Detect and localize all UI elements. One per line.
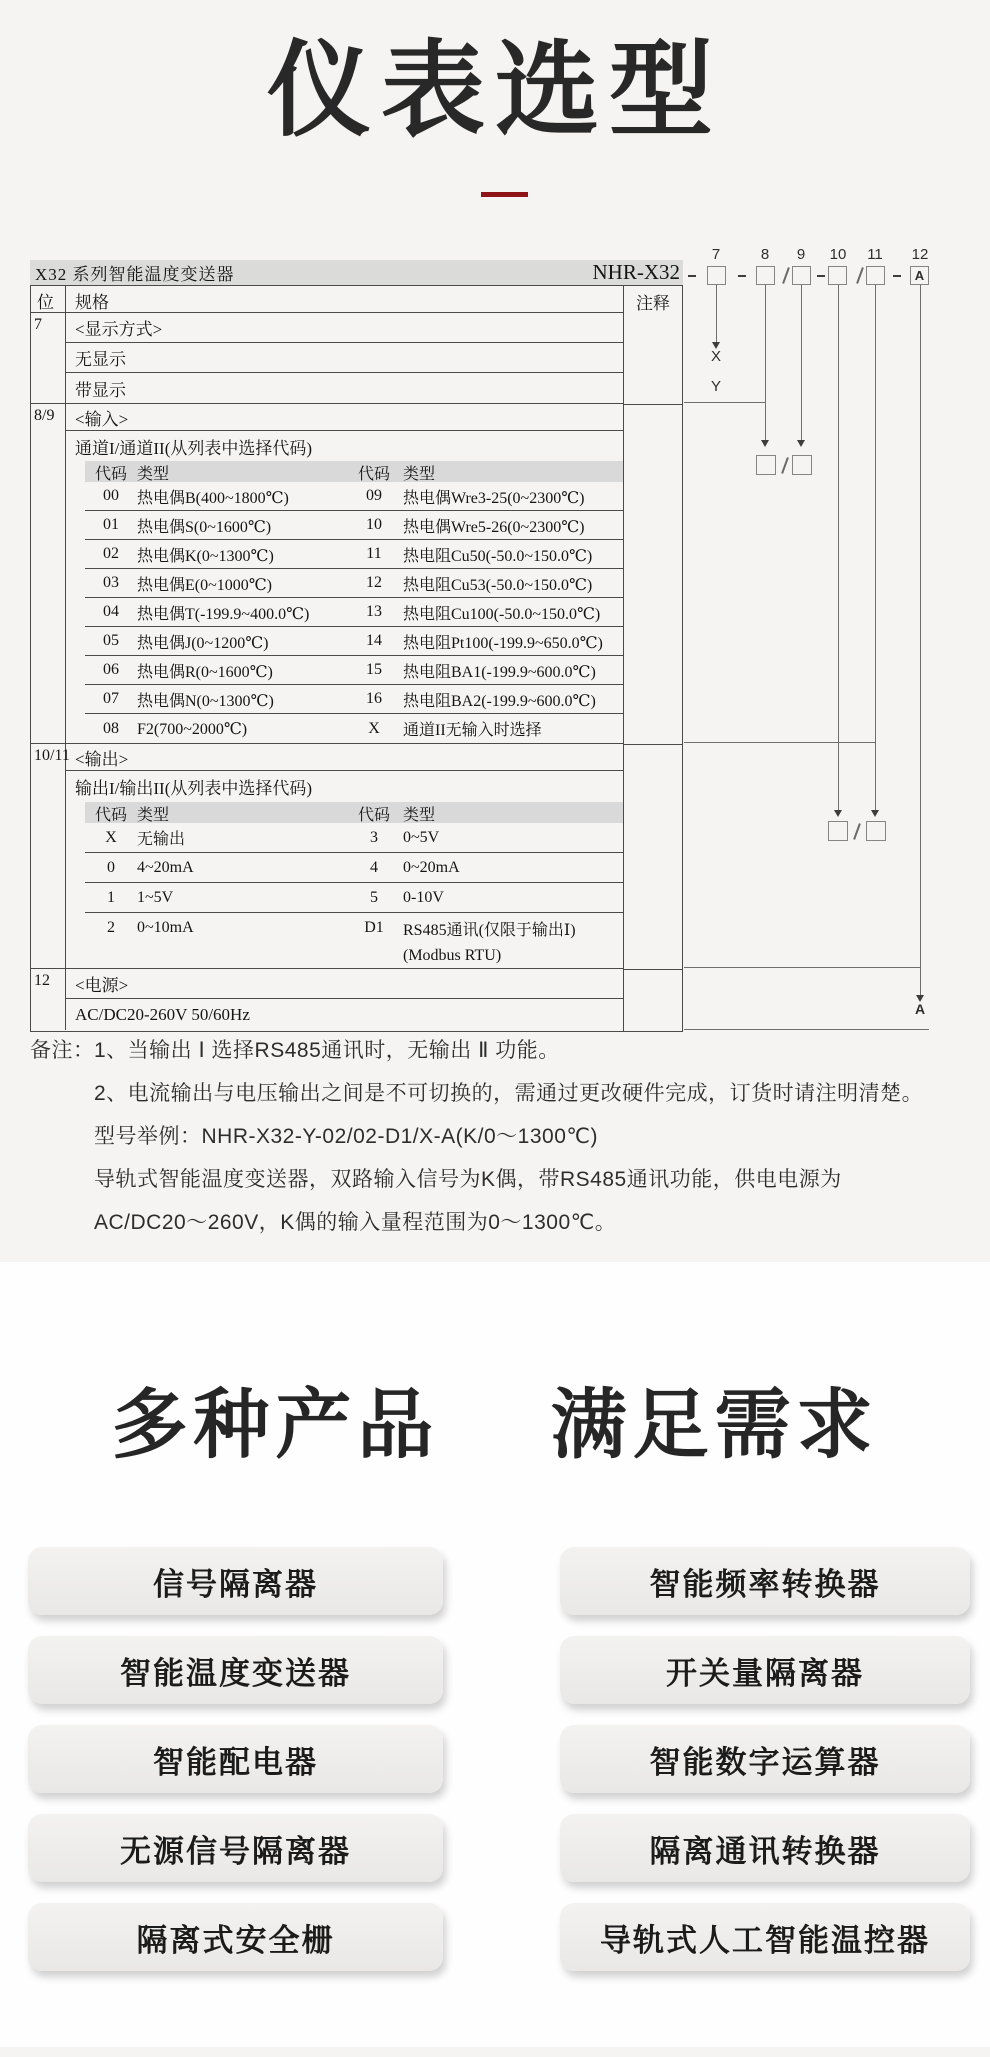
section-subtitle: 输出I/输出II(从列表中选择代码) bbox=[75, 779, 313, 798]
connector-input-section bbox=[684, 402, 766, 403]
output1-box bbox=[828, 821, 848, 841]
dash-separator bbox=[893, 275, 901, 277]
code-box-11 bbox=[866, 266, 885, 285]
remark-text: 1、当输出 Ⅰ 选择RS485通讯时，无输出 Ⅱ 功能。 bbox=[94, 1039, 560, 1062]
remarks-block bbox=[30, 1038, 970, 1253]
input-row: 06 热电偶R(0~1600℃) 15 热电阻BA1(-199.9~600.0℃) bbox=[85, 656, 623, 685]
output-row: 0 4~20mA 4 0~20mA bbox=[85, 853, 623, 883]
input-row: 07 热电偶N(0~1300℃) 16 热电阻BA2(-199.9~600.0℃) bbox=[85, 685, 623, 714]
digit-label-9: 9 bbox=[796, 246, 806, 263]
input-row: 01 热电偶S(0~1600℃) 10 热电偶Wre5-26(0~2300℃) bbox=[85, 511, 623, 540]
product-button-frequency-converter[interactable]: 智能频率转换器 bbox=[560, 1547, 970, 1615]
input-row: 05 热电偶J(0~1200℃) 14 热电阻Pt100(-199.9~650.0℃) bbox=[85, 627, 623, 656]
output-row-modbus: (Modbus RTU) bbox=[403, 946, 502, 964]
digit-label-12: 12 bbox=[911, 246, 929, 263]
bottom-strip bbox=[0, 2047, 990, 2057]
code-box-9 bbox=[792, 266, 811, 285]
remark-line bbox=[30, 1038, 970, 1064]
input-channel1-box bbox=[756, 455, 776, 475]
arrow-down-icon bbox=[797, 440, 805, 447]
section-subtitle: 通道I/通道II(从列表中选择代码) bbox=[75, 438, 313, 458]
product-button-digital-calculator[interactable]: 智能数字运算器 bbox=[560, 1725, 970, 1793]
code-table-header bbox=[85, 802, 623, 823]
product-button-signal-isolator[interactable]: 信号隔离器 bbox=[28, 1547, 443, 1615]
model-selection-table bbox=[30, 260, 683, 1032]
section-title: <输出> bbox=[66, 744, 623, 771]
fixed-code-a-label: A bbox=[914, 1001, 926, 1017]
products-heading-left: 多种产品 bbox=[111, 1383, 440, 1468]
note-cell bbox=[624, 404, 682, 744]
product-button-temp-transmitter[interactable]: 智能温度变送器 bbox=[28, 1636, 443, 1704]
product-button-passive-signal-isolator[interactable]: 无源信号隔离器 bbox=[28, 1814, 443, 1882]
input-row: 02 热电偶K(0~1300℃) 11 热电阻Cu50(-50.0~150.0℃) bbox=[85, 540, 623, 569]
input-channel2-box bbox=[792, 455, 812, 475]
section-input bbox=[31, 403, 623, 743]
code-box-7 bbox=[707, 266, 726, 285]
title-divider bbox=[481, 192, 528, 197]
leader-line-8 bbox=[765, 285, 766, 440]
header-type: 类型 bbox=[137, 807, 170, 824]
product-button-distributor[interactable]: 智能配电器 bbox=[28, 1725, 443, 1793]
option-no-display: 无显示 bbox=[66, 343, 623, 373]
series-title: X32 系列智能温度变送器 bbox=[35, 265, 235, 284]
products-heading bbox=[0, 1364, 990, 1473]
slash-separator bbox=[781, 457, 789, 474]
section-title: <显示方式> bbox=[66, 313, 623, 343]
products-heading-right: 满足需求 bbox=[550, 1383, 879, 1468]
section-display-mode bbox=[31, 313, 623, 403]
arrow-down-icon bbox=[871, 810, 879, 817]
input-row: 00 热电偶B(400~1800℃) 09 热电偶Wre3-25(0~2300℃) bbox=[85, 482, 623, 511]
remarks-label: 备注： bbox=[30, 1039, 95, 1062]
header-code: 代码 bbox=[94, 807, 127, 824]
connector-output-section bbox=[684, 742, 876, 743]
section-pos: 12 bbox=[31, 969, 66, 1030]
input-row: 04 热电偶T(-199.9~400.0℃) 13 热电阻Cu100(-50.0~150.0℃) bbox=[85, 598, 623, 627]
leader-line-12 bbox=[920, 285, 921, 995]
product-column-right bbox=[560, 1547, 970, 1971]
digit-label-7: 7 bbox=[711, 246, 721, 263]
dash-separator bbox=[688, 275, 696, 277]
col-header-spec: 规格 bbox=[75, 293, 109, 312]
product-button-ai-temp-controller[interactable]: 导轨式人工智能温控器 bbox=[560, 1903, 970, 1971]
col-header-pos: 位 bbox=[31, 286, 66, 312]
connector-power-section bbox=[684, 967, 921, 968]
input-row: 03 热电偶E(0~1000℃) 12 热电阻Cu53(-50.0~150.0℃) bbox=[85, 569, 623, 598]
output-row: X 无输出 3 0~5V bbox=[85, 823, 623, 853]
remark-line: 导轨式智能温度变送器，双路输入信号为K偶，带RS485通讯功能，供电电源为 bbox=[94, 1168, 842, 1191]
header-type: 类型 bbox=[403, 807, 436, 824]
slash-separator bbox=[853, 823, 861, 840]
product-column-left bbox=[28, 1547, 443, 1971]
leader-line-10 bbox=[838, 285, 839, 810]
slash-separator bbox=[782, 267, 790, 284]
digit-label-8: 8 bbox=[760, 246, 770, 263]
section-output bbox=[31, 743, 623, 968]
product-button-safety-barrier[interactable]: 隔离式安全栅 bbox=[28, 1903, 443, 1971]
output2-box bbox=[866, 821, 886, 841]
remark-line: 2、电流输出与电压输出之间是不可切换的，需通过更改硬件完成，订货时请注明清楚。 bbox=[94, 1082, 924, 1105]
code-box-8 bbox=[756, 266, 775, 285]
arrow-down-icon bbox=[761, 440, 769, 447]
header-type: 类型 bbox=[403, 466, 436, 483]
digit-label-11: 11 bbox=[867, 246, 883, 263]
table-header-bar bbox=[30, 260, 683, 285]
model-prefix: NHR-X32 bbox=[592, 260, 680, 284]
code-x-no-display: X bbox=[710, 348, 721, 365]
leader-line-11 bbox=[875, 285, 876, 810]
header-code: 代码 bbox=[94, 466, 127, 483]
slash-separator bbox=[856, 267, 864, 284]
digit-label-10: 10 bbox=[829, 246, 847, 263]
header-type: 类型 bbox=[137, 466, 170, 483]
section-title: <电源> bbox=[66, 969, 623, 999]
code-box-10 bbox=[828, 266, 847, 285]
note-header-cell: 注释 bbox=[636, 294, 670, 313]
product-button-comm-converter[interactable]: 隔离通讯转换器 bbox=[560, 1814, 970, 1882]
remark-line: AC/DC20～260V，K偶的输入量程范围为0～1300℃。 bbox=[94, 1211, 617, 1234]
section-pos: 10/11 bbox=[31, 744, 66, 968]
leader-line-9 bbox=[801, 285, 802, 440]
table-grid bbox=[30, 285, 683, 1032]
dash-separator bbox=[817, 275, 825, 277]
code-box-12-fixed-a: A bbox=[910, 266, 929, 285]
output-row: 1 1~5V 5 0-10V bbox=[85, 883, 623, 913]
section-title: <输入> bbox=[66, 404, 623, 431]
leader-line-7 bbox=[716, 285, 717, 342]
header-code: 代码 bbox=[357, 807, 390, 824]
section-pos: 8/9 bbox=[31, 404, 66, 743]
output-row: 2 0~10mA D1 RS485通讯(仅限于输出Ⅰ) bbox=[107, 919, 576, 939]
option-with-display: 带显示 bbox=[75, 380, 126, 400]
page-title: 仪表选型 bbox=[266, 33, 723, 149]
product-button-switch-isolator[interactable]: 开关量隔离器 bbox=[560, 1636, 970, 1704]
note-cell bbox=[624, 969, 682, 1031]
note-cell bbox=[624, 744, 682, 969]
arrow-down-icon bbox=[834, 810, 842, 817]
code-y-with-display: Y bbox=[710, 378, 721, 395]
header-code: 代码 bbox=[357, 466, 390, 483]
dash-separator bbox=[738, 275, 746, 277]
code-table-header bbox=[85, 461, 623, 482]
note-column bbox=[623, 286, 683, 1031]
remark-line: 型号举例：NHR-X32-Y-02/02-D1/X-A(K/0～1300℃) bbox=[94, 1125, 598, 1148]
diagram-bottom-line bbox=[684, 1029, 929, 1030]
power-value: AC/DC20-260V 50/60Hz bbox=[75, 1004, 250, 1024]
section-pos: 7 bbox=[31, 313, 66, 403]
section-power bbox=[31, 968, 623, 1030]
table-column-headers bbox=[31, 286, 623, 313]
input-row: 08 F2(700~2000℃) X 通道II无输入时选择 bbox=[103, 719, 542, 739]
